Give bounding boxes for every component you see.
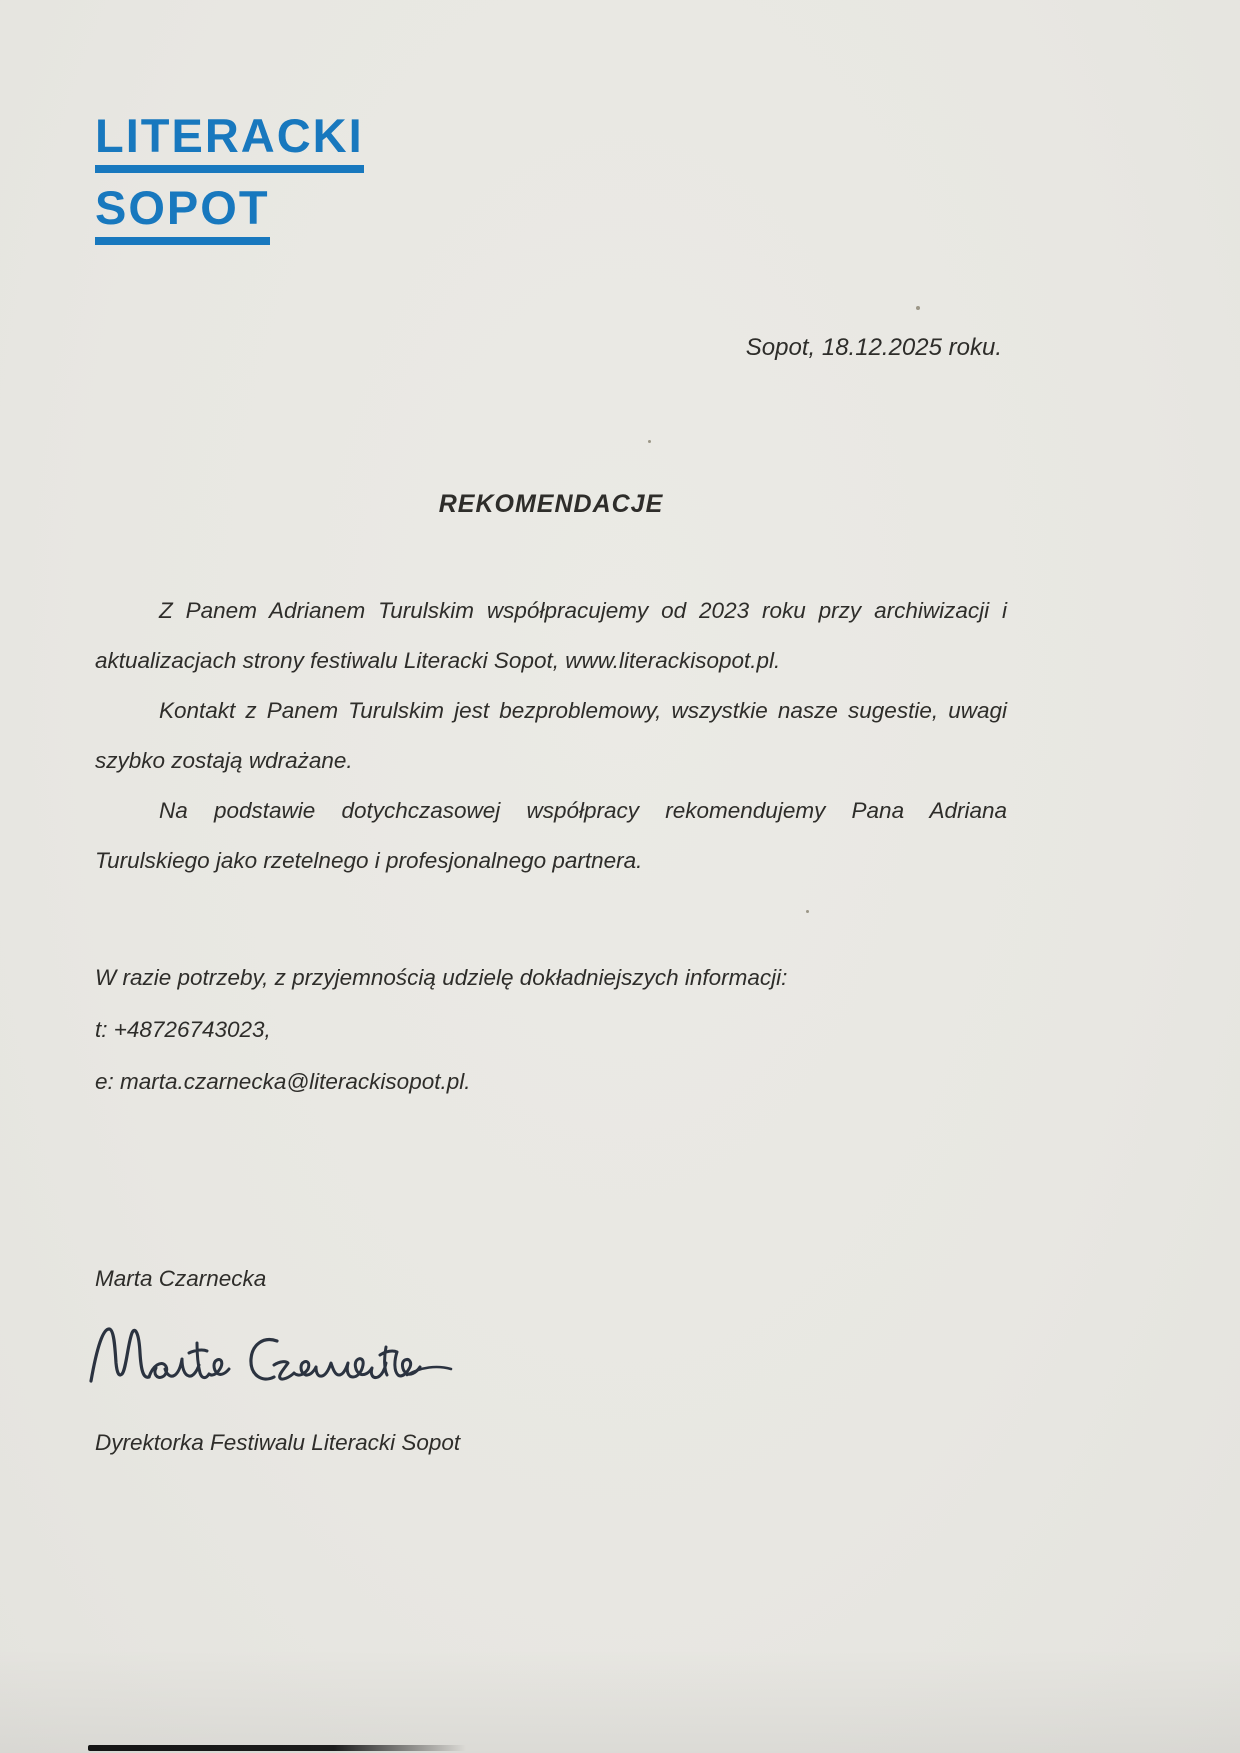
date-line: Sopot, 18.12.2025 roku. [745, 334, 1002, 361]
signer-name: Marta Czarnecka [95, 1266, 267, 1291]
letter-body [95, 586, 1007, 886]
contact-email: e: marta.czarnecka@literackisopot.pl. [95, 1069, 471, 1094]
body-paragraph: Z Panem Adrianem Turulskim współpracujemy od 2023 roku przy archiwizacji i aktualizacjach strony festiwalu Literacki Sopot, www.literackisopot.pl. [95, 598, 1007, 673]
scan-speck [806, 910, 809, 913]
handwritten-signature [85, 1303, 457, 1409]
body-paragraph: Kontakt z Panem Turulskim jest bezproblemowy, wszystkie nasze sugestie, uwagi szybko zostają wdrażane. [95, 698, 1007, 773]
contact-intro: W razie potrzeby, z przyjemnością udzielę dokładniejszych informacji: [95, 965, 788, 990]
contact-block [95, 952, 1007, 1108]
logo-word-literacki: LITERACKI [95, 112, 364, 173]
contact-phone: t: +48726743023, [95, 1017, 271, 1042]
literacki-sopot-logo [95, 109, 364, 245]
scan-edge-artifact [88, 1745, 466, 1751]
logo-word-sopot: SOPOT [95, 184, 270, 245]
scan-speck [916, 306, 920, 310]
signer-role: Dyrektorka Festiwalu Literacki Sopot [95, 1430, 461, 1455]
scan-speck [648, 440, 651, 443]
letter-title: REKOMENDACJE [438, 490, 664, 518]
body-paragraph: Na podstawie dotychczasowej współpracy rekomendujemy Pana Adriana Turulskiego jako rzetelnego i profesjonalnego partnera. [95, 798, 1007, 873]
